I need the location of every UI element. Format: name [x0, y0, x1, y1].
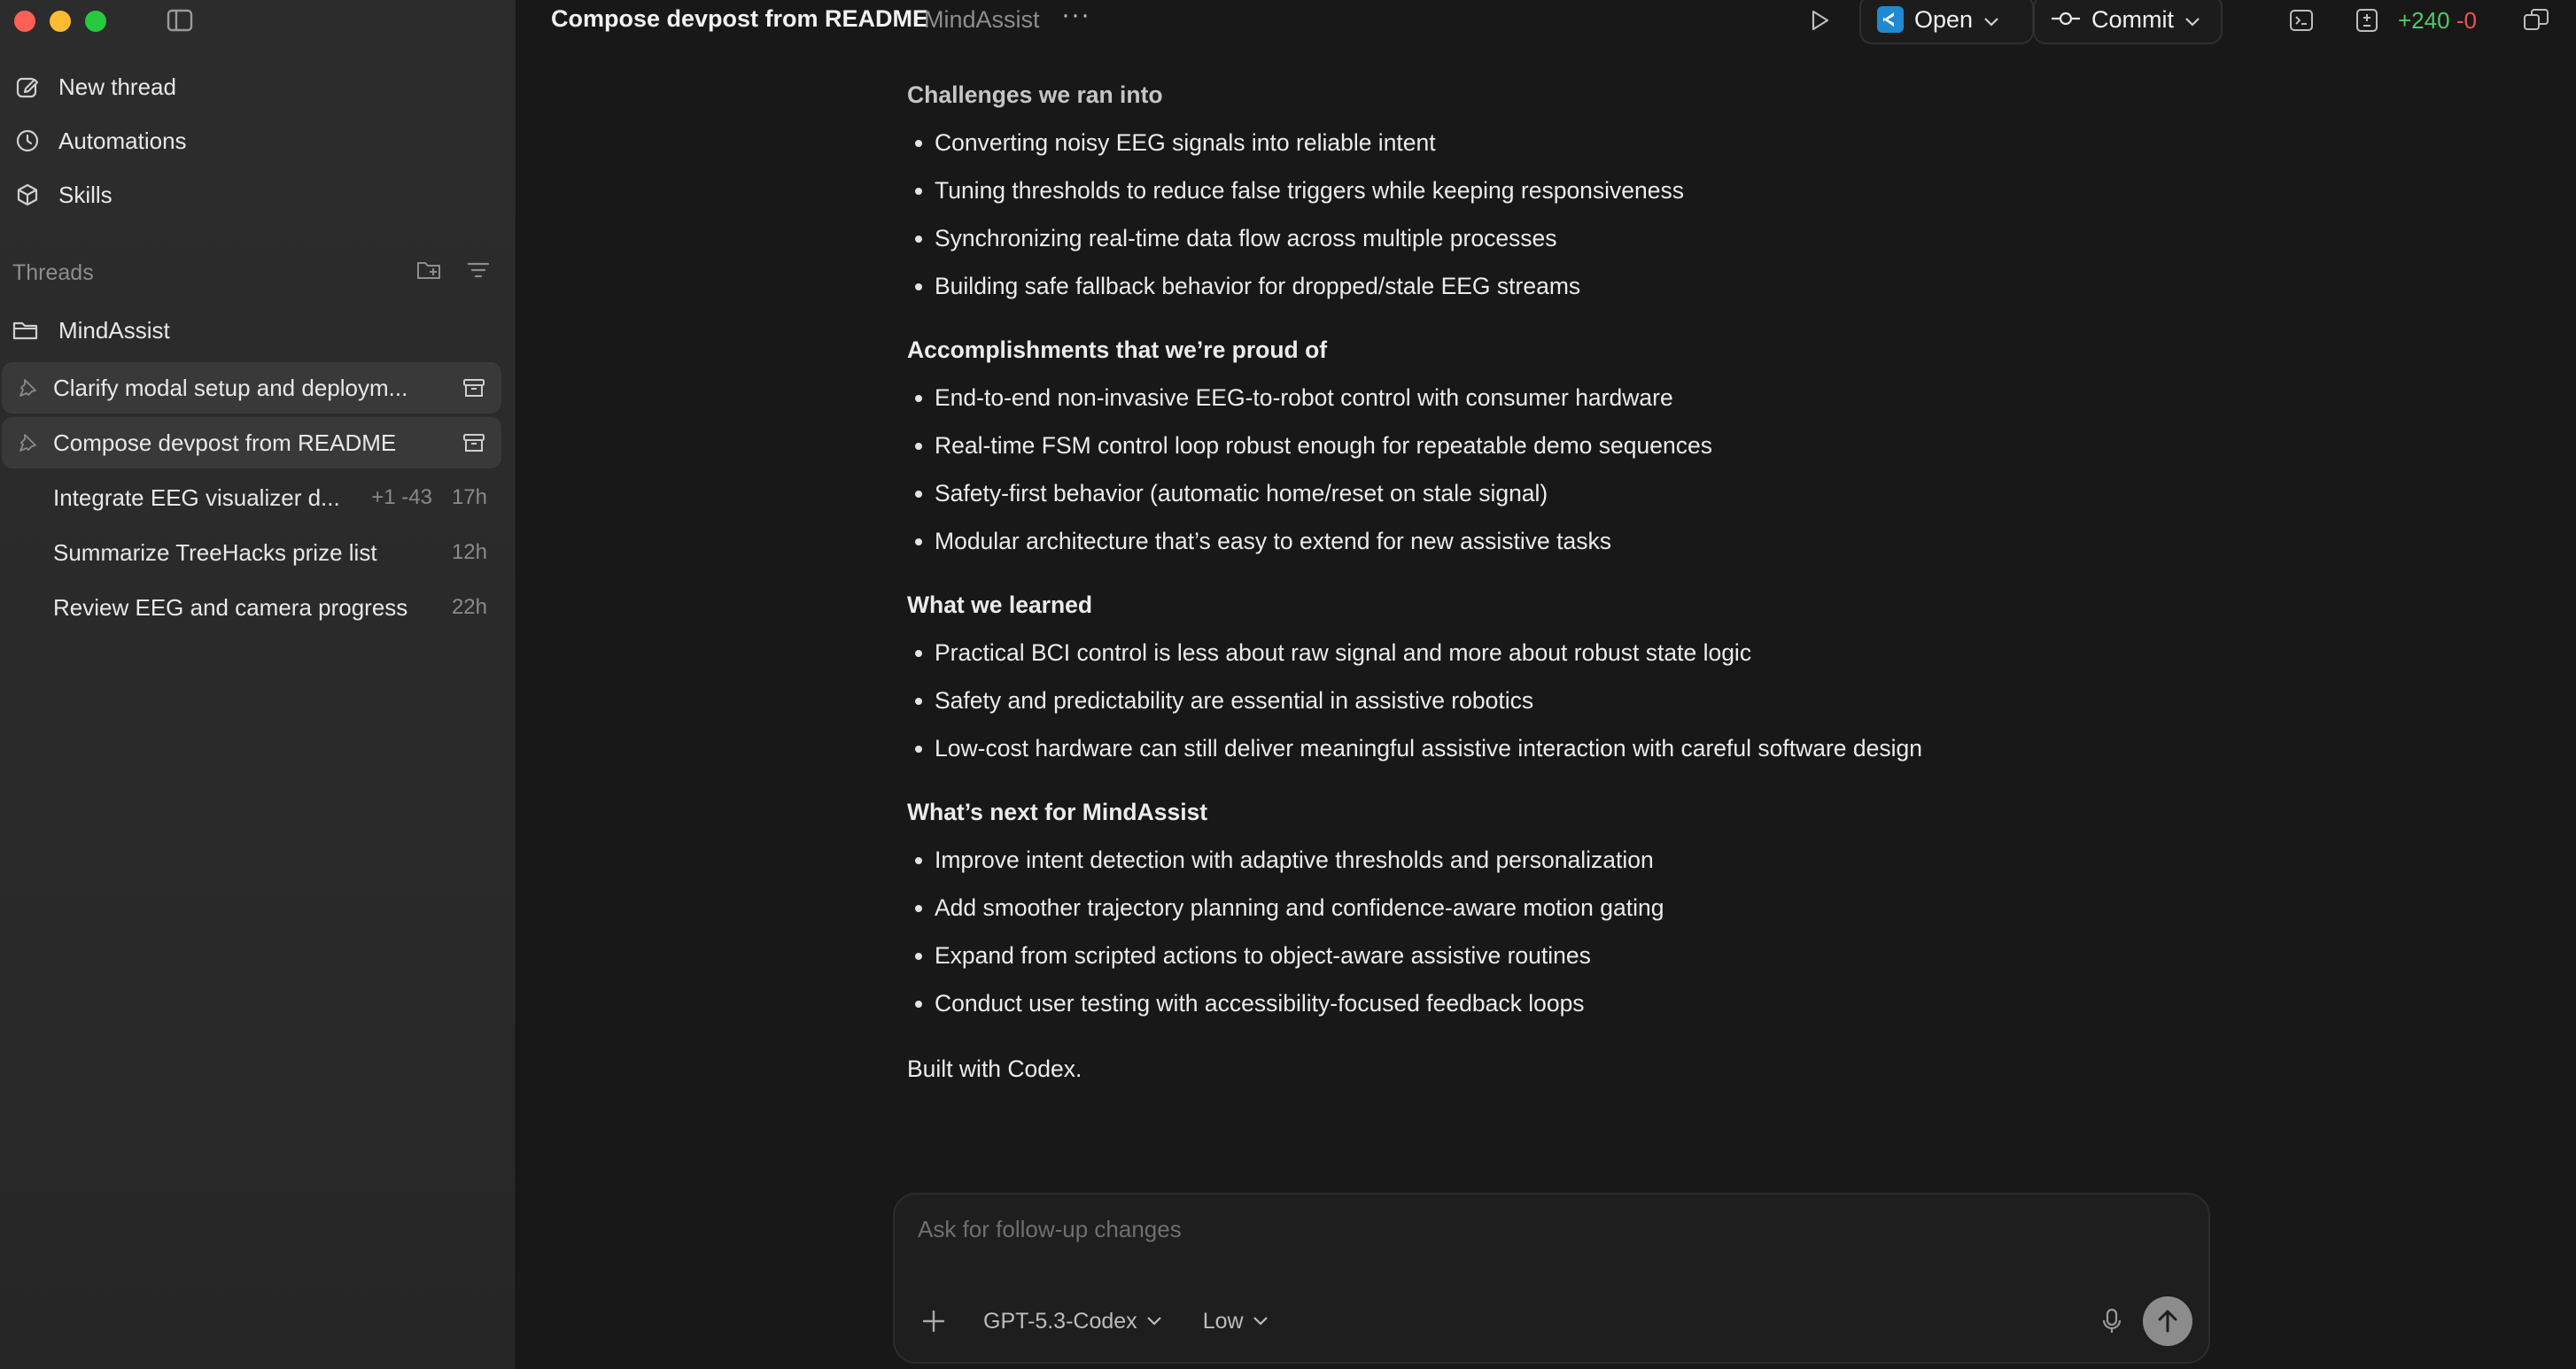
section-heading: What’s next for MindAssist [907, 799, 1208, 825]
project-name: MindAssist [58, 316, 170, 344]
copy-window-icon[interactable] [2522, 7, 2550, 34]
list-item: Low-cost hardware can still deliver meaningful assistive interaction with careful software design [907, 724, 2076, 772]
zoom-window-button[interactable] [85, 11, 106, 32]
list-item: Synchronizing real-time data flow across multiple processes [907, 214, 2076, 262]
clock-icon [12, 126, 43, 156]
cube-icon [12, 180, 43, 210]
arrow-up-icon [2156, 1309, 2179, 1334]
thread-item[interactable] [2, 527, 501, 578]
thread-meta [371, 485, 501, 510]
chevron-down-icon [1983, 6, 1999, 34]
close-window-button[interactable] [14, 11, 35, 32]
chevron-down-icon [1253, 1316, 1269, 1326]
project-mindassist[interactable] [12, 310, 170, 351]
window-controls [14, 11, 106, 32]
list-item: Practical BCI control is less about raw signal and more about robust state logic [907, 629, 2076, 677]
list-item: Conduct user testing with accessibility-focused feedback loops [907, 979, 2076, 1027]
minimize-window-button[interactable] [50, 11, 71, 32]
edit-icon [12, 72, 43, 102]
diff-removed: -0 [2456, 7, 2477, 34]
model-select[interactable] [983, 1309, 1162, 1334]
list-item: Building safe fallback behavior for dropped/stale EEG streams [907, 262, 2076, 310]
reasoning-select[interactable] [1203, 1309, 1269, 1334]
list-item: Improve intent detection with adaptive thresholds and personalization [907, 836, 2076, 884]
composer[interactable] [893, 1193, 2210, 1364]
terminal-icon[interactable] [2287, 7, 2316, 34]
list-item: Safety and predictability are essential in assistive robotics [907, 677, 2076, 724]
nav-new-thread-label: New thread [58, 73, 176, 100]
pin-icon[interactable] [2, 377, 53, 398]
add-attachment-icon[interactable] [918, 1305, 950, 1337]
chevron-down-icon [2184, 6, 2200, 34]
nav-new-thread[interactable] [12, 66, 176, 108]
composer-toolbar [918, 1296, 2192, 1346]
thread-title: Clarify modal setup and deploym... [53, 374, 408, 401]
filter-icon[interactable] [466, 260, 491, 286]
vscode-icon [1877, 6, 1904, 33]
more-options-button[interactable]: ··· [1061, 0, 1090, 29]
list-item: Add smoother trajectory planning and confidence-aware motion gating [907, 884, 2076, 932]
follow-up-input[interactable]: Ask for follow-up changes [918, 1216, 1182, 1242]
folder-icon [12, 319, 43, 342]
thread-age: 12h [451, 540, 487, 564]
diff-added: +240 [2398, 7, 2450, 34]
chevron-down-icon [1146, 1316, 1162, 1326]
list-item: Tuning thresholds to reduce false triggers while keeping responsiveness [907, 166, 2076, 214]
open-label: Open [1914, 5, 1974, 33]
section-heading: What we learned [907, 592, 1093, 618]
thread-item[interactable] [2, 472, 501, 523]
thread-title: Review EEG and camera progress [53, 593, 408, 621]
commit-icon [2051, 6, 2081, 34]
archive-icon[interactable] [462, 377, 501, 398]
threads-header [12, 255, 491, 290]
list-item: Modular architecture that’s easy to extend for new assistive tasks [907, 517, 2076, 565]
list-item: End-to-end non-invasive EEG-to-robot control with consumer hardware [907, 374, 2076, 422]
project-label: MindAssist [924, 6, 1040, 33]
run-icon[interactable] [1804, 5, 1835, 35]
thread-title: Integrate EEG visualizer d... [53, 483, 340, 511]
open-in-editor-button[interactable] [1859, 0, 2034, 44]
commit-label: Commit [2091, 5, 2174, 33]
thread-meta [452, 595, 501, 620]
thread-item[interactable] [2, 362, 501, 414]
list-item: Expand from scripted actions to object-aware assistive routines [907, 932, 2076, 979]
reasoning-label: Low [1202, 1308, 1244, 1334]
sidebar [0, 0, 516, 1369]
pin-icon[interactable] [2, 432, 53, 453]
page-title: Compose devpost from README [551, 5, 929, 32]
list-item: Safety-first behavior (automatic home/reset on stale signal) [907, 469, 2076, 517]
nav-automations[interactable] [12, 120, 187, 162]
section-heading: Challenges we ran into [907, 81, 1163, 108]
thread-meta [452, 540, 501, 565]
archive-icon[interactable] [462, 432, 501, 453]
list-item: Real-time FSM control loop robust enough for repeatable demo sequences [907, 422, 2076, 469]
nav-automations-label: Automations [58, 127, 187, 154]
send-button[interactable] [2143, 1296, 2192, 1346]
thread-item[interactable] [2, 417, 501, 468]
thread-item[interactable] [2, 582, 501, 633]
sidebar-toggle-icon[interactable] [167, 9, 193, 32]
thread-age: 22h [451, 595, 487, 619]
threads-label: Threads [12, 259, 94, 285]
microphone-icon[interactable] [2102, 1308, 2122, 1334]
nav-skills[interactable] [12, 174, 113, 216]
thread-title: Compose devpost from README [53, 429, 397, 456]
list-item: Converting noisy EEG signals into reliable intent [907, 119, 2076, 166]
diff-stat [2398, 7, 2477, 35]
nav-skills-label: Skills [58, 181, 113, 208]
closing-line: Built with Codex. [907, 1056, 1082, 1082]
thread-diff: +1 -43 [371, 485, 432, 509]
top-bar [517, 0, 2576, 41]
diff-panel-icon[interactable] [2353, 7, 2381, 34]
section-heading: Accomplishments that we’re proud of [907, 336, 1328, 363]
message-content [907, 71, 2076, 1093]
new-folder-icon[interactable] [416, 259, 441, 287]
model-label: GPT-5.3-Codex [983, 1308, 1137, 1334]
commit-button[interactable] [2033, 0, 2223, 44]
thread-title: Summarize TreeHacks prize list [53, 538, 377, 566]
thread-age: 17h [451, 485, 487, 509]
